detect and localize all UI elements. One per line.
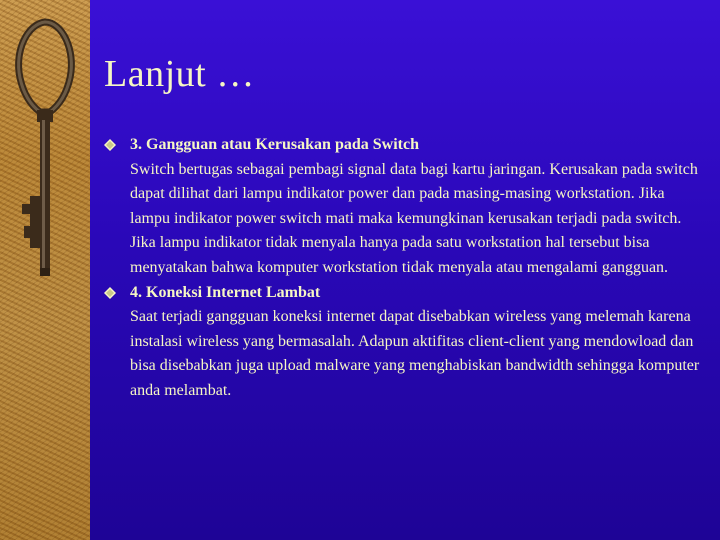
slide-title: Lanjut … (104, 53, 255, 95)
bullet-body: Switch bertugas sebagai pembagi signal data bagi kartu jaringan. Kerusakan pada switch dapat dilihat dari lampu indikator power dan pada masing-masing workstation. Jika lampu indikator power switch mati maka kemungkinan kerusakan terjadi pada switch. Jika lampu indikator tidak menyala hanya pada satu workstation hal tersebut bisa menyatakan bahwa komputer workstation tidak menyala atau mengalami gangguan. (130, 160, 698, 276)
side-texture-strip (0, 0, 90, 540)
list-item (104, 133, 704, 281)
diamond-bullet-icon (104, 287, 116, 299)
bullet-heading: 3. Gangguan atau Kerusakan pada Switch (130, 136, 419, 153)
diamond-bullet-icon (104, 139, 116, 151)
bullet-list (104, 133, 704, 404)
bullet-heading: 4. Koneksi Internet Lambat (130, 283, 321, 301)
bullet-body: Saat terjadi gangguan koneksi internet dapat disebabkan wireless yang melemah karena instalasi wireless yang bermasalah. Adapun aktifitas client-client yang mendowload dan bisa disebabkan juga upload malware yang menghabiskan bandwidth sehingga komputer anda melambat. (130, 308, 700, 399)
list-item (104, 281, 704, 404)
key-icon (0, 0, 90, 290)
